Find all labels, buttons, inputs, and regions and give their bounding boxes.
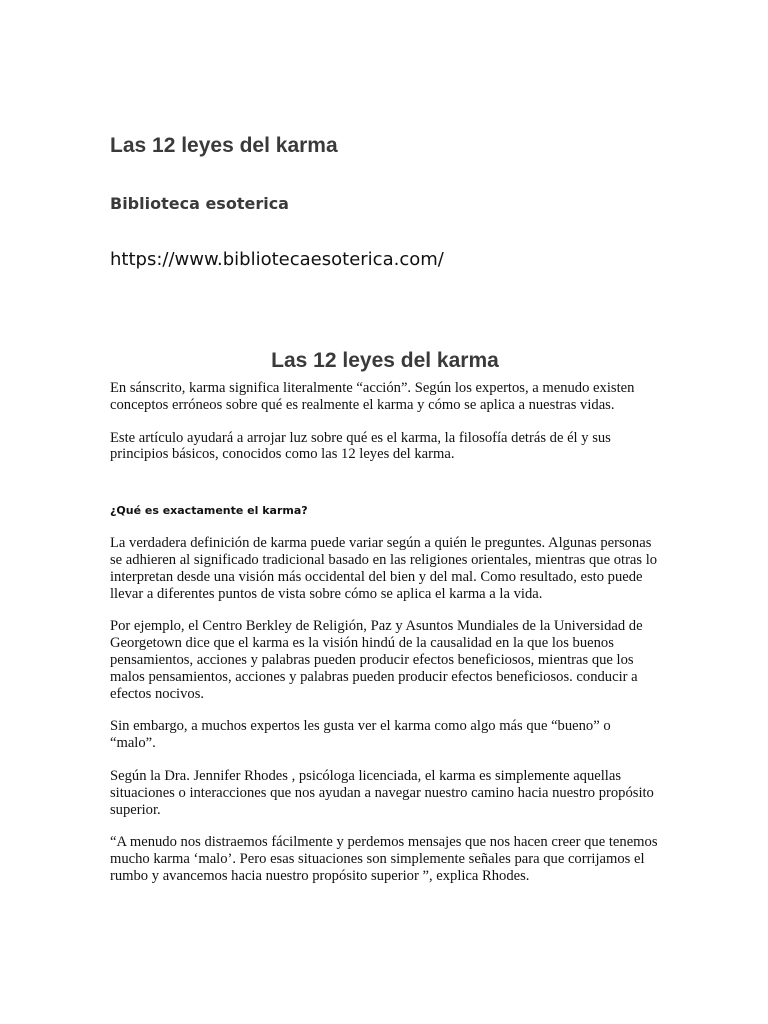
paragraph-section-2: Por ejemplo, el Centro Berkley de Religión, Paz y Asuntos Mundiales de la Universidad de Georgetown dice que el karma es la visión hindú de la causalidad en la que los buenos pensamientos, acciones y palabras pueden producir efectos beneficiosos, mientras que los malos pensamientos, acciones y palabras pueden producir efectos beneficiosos. conducir a efectos nocivos. [110,618,643,702]
paragraph-intro-2: Este artículo ayudará a arrojar luz sobre qué es el karma, la filosofía detrás de él y sus principios básicos, conocidos como las 12 leyes del karma. [110,429,611,463]
source-url: https://www.bibliotecaesoterica.com/ [110,249,444,270]
article-body [110,346,660,901]
paragraph-section-5: “A menudo nos distraemos fácilmente y perdemos mensajes que nos hacen creer que tenemos mucho karma ‘malo’. Pero esas situaciones son simplemente señales para que corrijamos el rumbo y avancemos hacia nuestro propósito superior ”, explica Rhodes. [110,834,658,884]
publisher-name: Biblioteca esoterica [110,194,289,213]
document-title: Las 12 leyes del karma [110,134,338,157]
paragraph-section-4: Según la Dra. Jennifer Rhodes , psicóloga licenciada, el karma es simplemente aquellas situaciones o interacciones que nos ayudan a navegar nuestro camino hacia nuestro propósito superior. [110,767,654,818]
paragraph-section-1: La verdadera definición de karma puede variar según a quién le preguntes. Algunas personas se adhieren al significado tradicional basado en las religiones orientales, mientras que otras lo interpretan desde una visión más occidental del bien y del mal. Como resultado, esto puede llevar a diferentes puntos de vista sobre cómo se aplica el karma a la vida. [110,535,658,602]
paragraph-intro-1: En sánscrito, karma significa literalmente “acción”. Según los expertos, a menudo existen conceptos erróneos sobre qué es realmente el karma y cómo se aplica a nuestras vidas. [110,380,635,413]
paragraph-section-3: Sin embargo, a muchos expertos les gusta ver el karma como algo más que “bueno” o “malo”. [110,718,611,752]
article-title: Las 12 leyes del karma [271,349,499,372]
section-heading: ¿Qué es exactamente el karma? [110,504,308,518]
